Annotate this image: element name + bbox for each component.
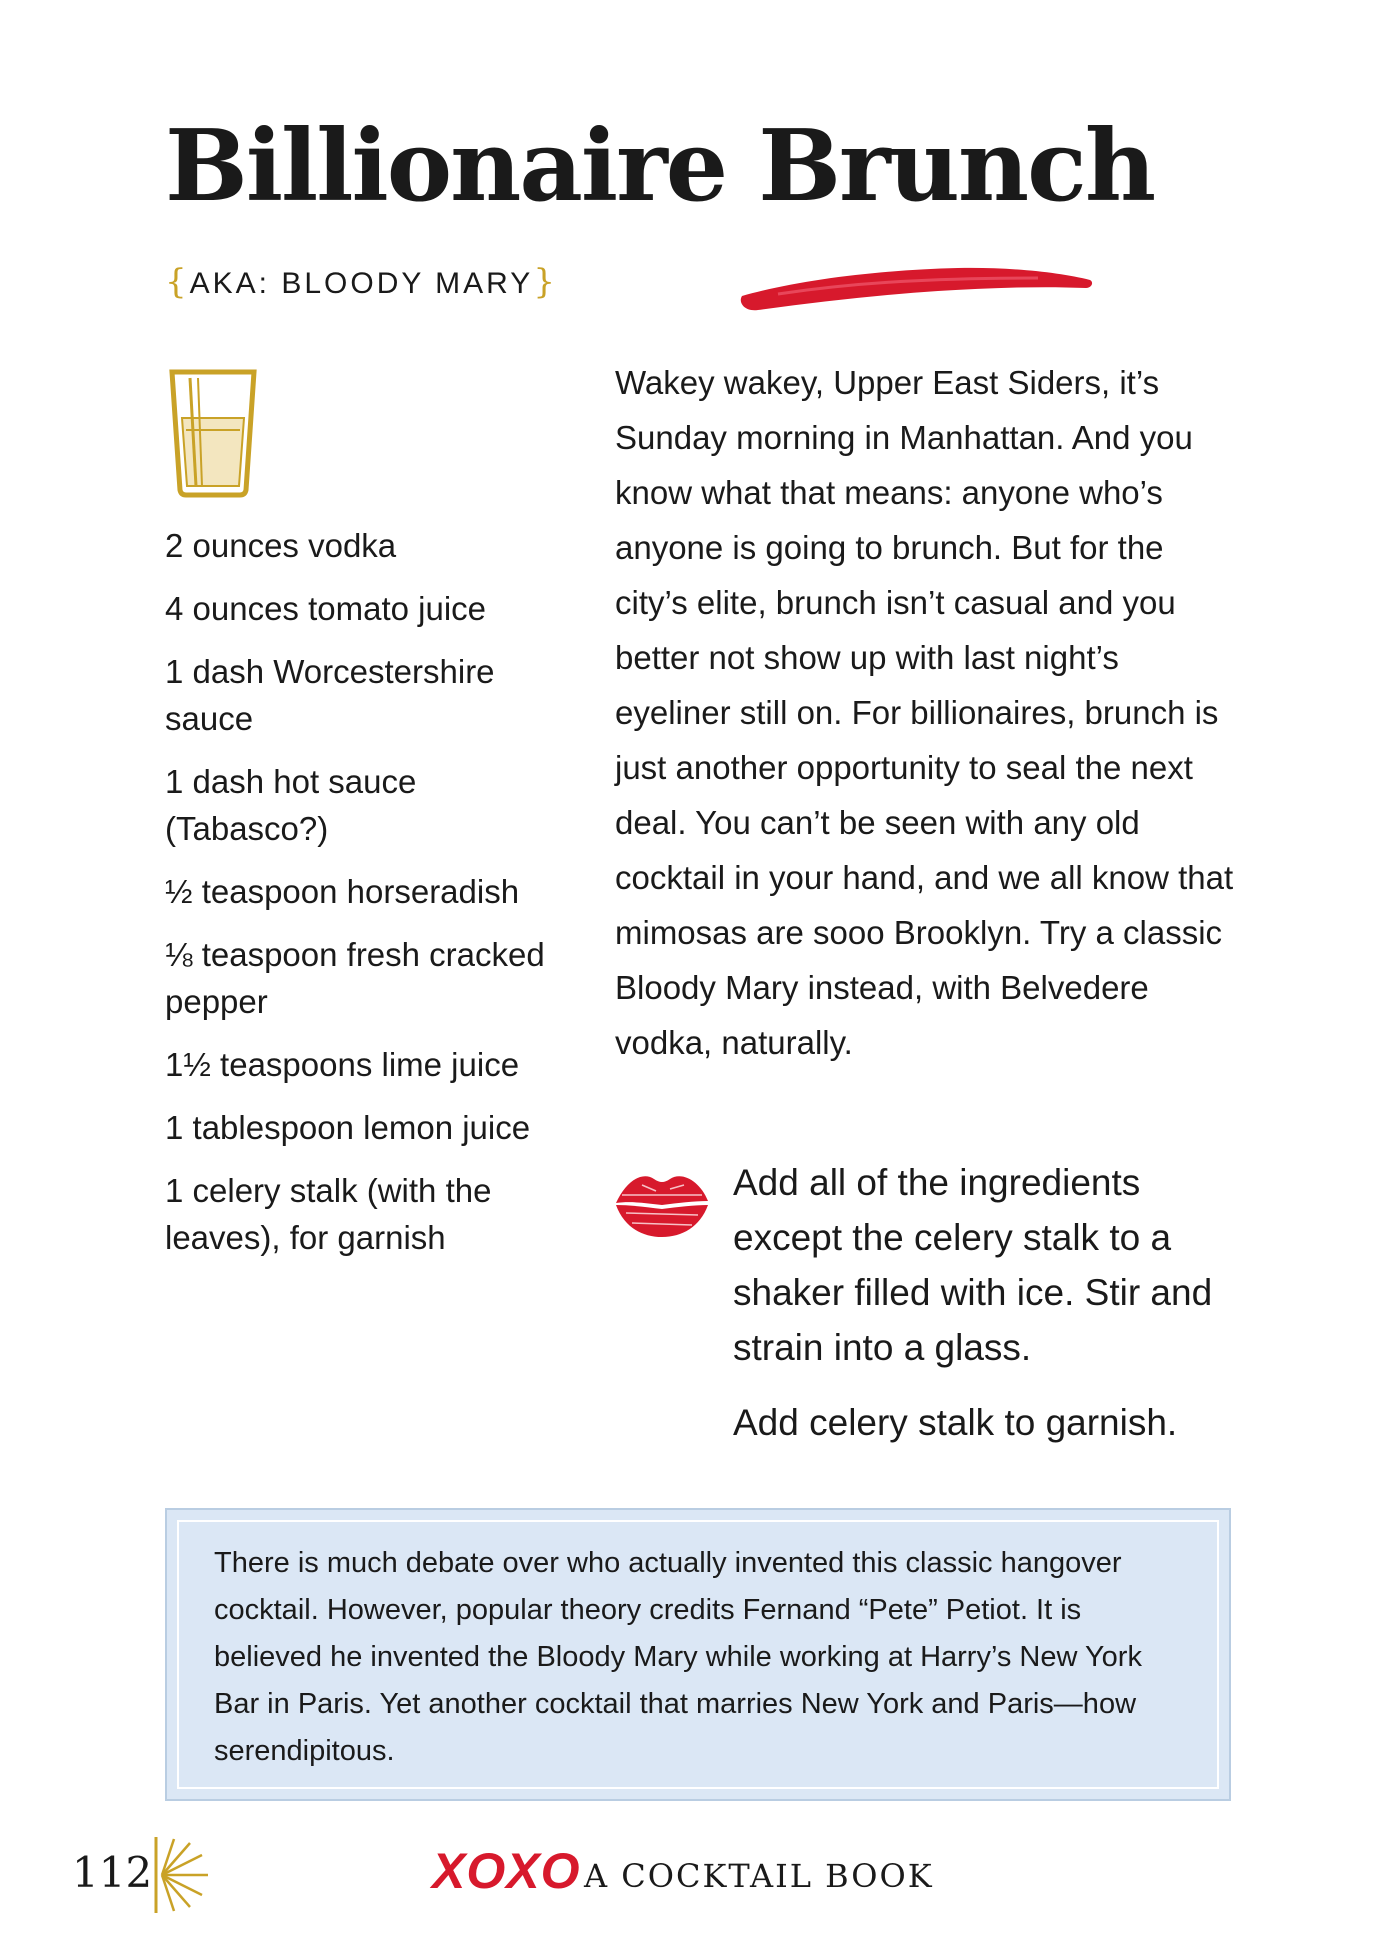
aka-subtitle	[165, 262, 558, 302]
method-steps	[733, 1155, 1253, 1470]
brand-logo: XOXO	[432, 1843, 581, 1899]
brace-open: {	[165, 262, 190, 302]
brace-close: }	[533, 262, 558, 302]
ingredient-item: 2 ounces vodka	[165, 527, 397, 564]
ingredient-item: 1 dash hot sauce (Tabasco?)	[165, 763, 417, 847]
highball-glass-icon	[168, 368, 258, 498]
lipstick-kiss-icon	[612, 1165, 712, 1240]
method-step: Add celery stalk to garnish.	[733, 1402, 1178, 1443]
ingredient-item: 1½ teaspoons lime juice	[165, 1046, 520, 1083]
ingredient-item: 1 tablespoon lemon juice	[165, 1109, 531, 1146]
page-title: Billionaire Brunch	[165, 109, 1155, 224]
ingredient-item: ⅛ teaspoon fresh cracked pepper	[165, 936, 545, 1020]
sidebar-text: There is much debate over who actually invented this classic hangover cocktail. However, popular theory credits Fernand “Pete” Petiot. It is believed he invented the Bloody Mary while working at Harry’s New York Bar in Paris. Yet another cocktail that marries New York and Paris—how serendipitous.	[214, 1547, 1142, 1767]
ingredient-item: 1 celery stalk (with the leaves), for garnish	[165, 1172, 492, 1256]
history-sidebar	[165, 1508, 1231, 1801]
red-brush-stroke	[738, 258, 1098, 318]
aka-text: AKA: BLOODY MARY	[189, 267, 534, 300]
intro-paragraph: Wakey wakey, Upper East Siders, it’s Sunday morning in Manhattan. And you know what that means: anyone who’s anyone is going to brunch. But for the city’s elite, brunch isn’t casual and you better not show up with last night’s eyeliner still on. For billionaires, brunch is just another opportunity to seal the next deal. You can’t be seen with any old cocktail in your hand, and we all know that mimosas are sooo Brooklyn. Try a classic Bloody Mary instead, with Belvedere vodka, naturally.	[615, 364, 1234, 1061]
ingredient-item: 1 dash Worcestershire sauce	[165, 653, 495, 737]
method-step: Add all of the ingredients except the celery stalk to a shaker filled with ice. Stir and strain into a glass.	[733, 1162, 1213, 1368]
gold-starburst-icon	[152, 1835, 212, 1915]
ingredient-item: ½ teaspoon horseradish	[165, 873, 520, 910]
ingredient-item: 4 ounces tomato juice	[165, 590, 487, 627]
page-number: 112	[72, 1848, 153, 1897]
ingredient-list	[165, 522, 565, 1277]
book-title: A COCKTAIL BOOK	[584, 1857, 934, 1895]
